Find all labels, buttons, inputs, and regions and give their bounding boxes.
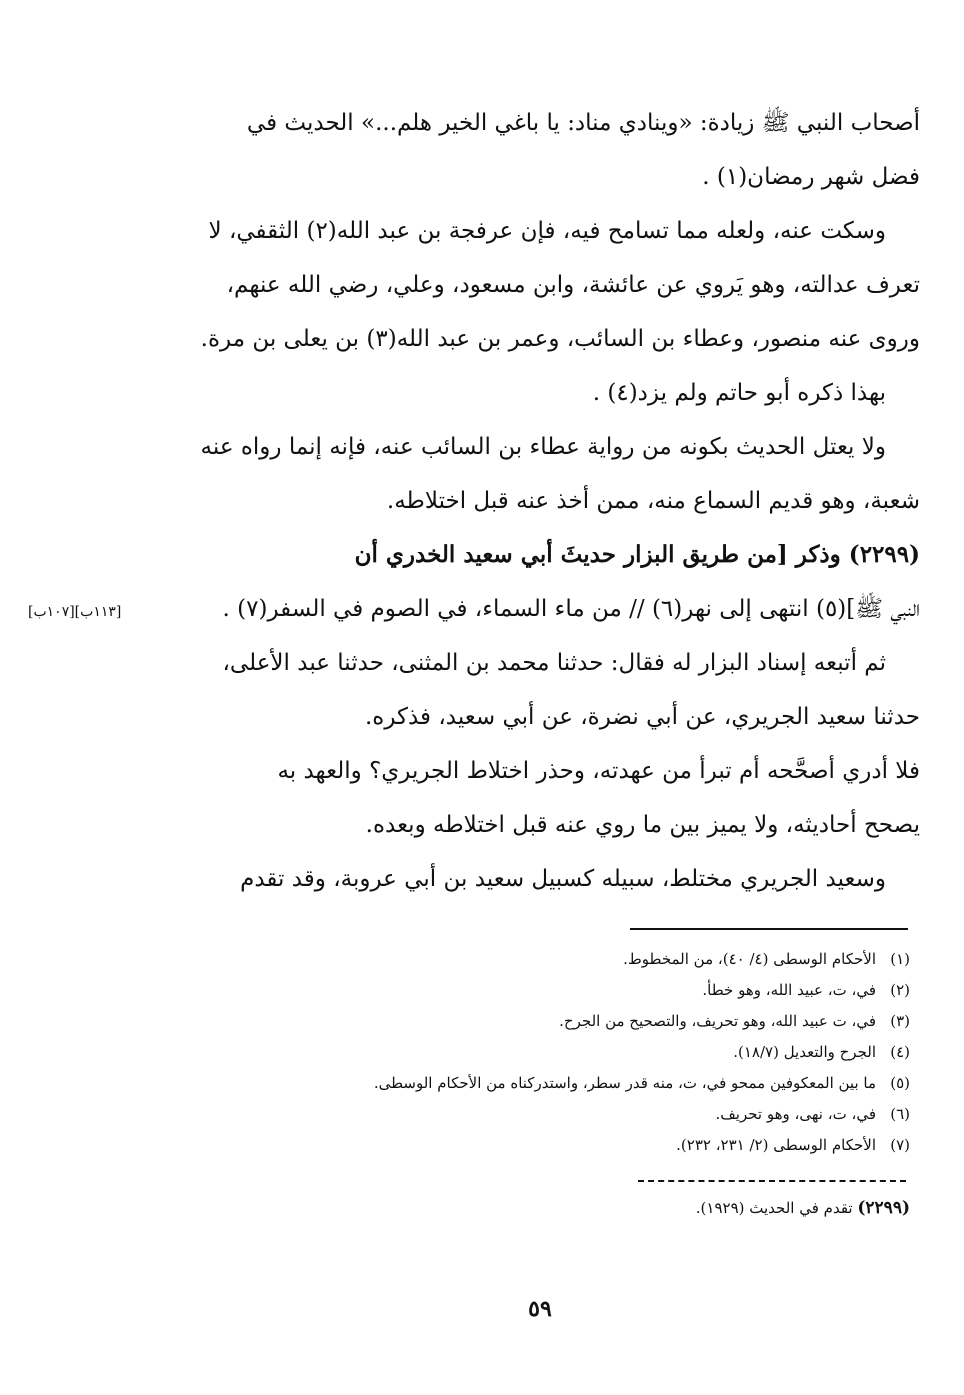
text-line: النبي ﷺ](٥) انتهى إلى نهر(٦) // من ماء السماء، في الصوم في السفر(٧) . [222, 596, 920, 622]
text-line: فضل شهر رمضان(١) . [702, 164, 920, 190]
footnote-item [320, 1099, 910, 1130]
hadith-cross-reference [560, 1198, 910, 1218]
text-line: ولا يعتل الحديث بكونه من رواية عطاء بن السائب عنه، فإنه إنما رواه عنه [200, 434, 886, 460]
footnote-number: (٢) [890, 981, 910, 999]
text-line: حدثنا سعيد الجريري، عن أبي نضرة، عن أبي سعيد، فذكره. [364, 704, 920, 730]
hadith-note-text: تقدم في الحديث (١٩٢٩). [695, 1199, 853, 1217]
footnote-separator [630, 928, 908, 930]
manuscript-folio-reference: [١١٣ب][١٠٧ب] [28, 604, 122, 620]
text-line: وسعيد الجريري مختلط، سبيله كسبيل سعيد بن أبي عروبة، وقد تقدم [240, 866, 886, 892]
footnote-text: الأحكام الوسطى (٢/ ٢٣١، ٢٣٢). [676, 1136, 876, 1154]
text-line: وروى عنه منصور، وعطاء بن السائب، وعمر بن عبد الله(٣) بن يعلى بن مرة. [200, 326, 920, 352]
footnote-item [320, 944, 910, 975]
footnote-item [320, 1006, 910, 1037]
footnote-text: الأحكام الوسطى (٤/ ٤٠)، من المخطوط. [623, 950, 876, 968]
text-line: شعبة، وهو قديم السماع منه، ممن أخذ عنه قبل اختلاطه. [386, 488, 920, 514]
footnote-number: (٦) [890, 1105, 910, 1123]
text-line: أصحاب النبي ﷺ زيادة: «وينادي مناد: يا باغي الخير هلم...» الحديث في [246, 110, 920, 136]
footnote-text: في، ت، عبيد الله، وهو خطأ. [702, 981, 876, 999]
footnote-item [320, 1037, 910, 1068]
footnote-number: (٧) [890, 1136, 910, 1154]
text-line: فلا أدري أصحَّحه أم تبرأ من عهدته، وحذر اختلاط الجريري؟ والعهد به [277, 758, 920, 784]
footnote-text: ما بين المعكوفين ممحو في، ت، منه قدر سطر، واستدركناه من الأحكام الوسطى. [373, 1074, 876, 1092]
footnote-item [320, 1130, 910, 1161]
footnote-text: في، ت، نهى، وهو تحريف. [715, 1105, 876, 1123]
hadith-heading-line: (٢٢٩٩) وذكر [من طريق البزار حديثَ أبي سعيد الخدري أن [354, 541, 920, 568]
footnote-text: الجرح والتعديل (١٨/٧). [733, 1043, 876, 1061]
footnotes [320, 944, 910, 1161]
text-line: تعرف عدالته، وهو يَروي عن عائشة، وابن مسعود، وعلي، رضي الله عنهم، [226, 272, 920, 298]
hadith-number: (٢٢٩٩) [857, 1198, 910, 1218]
footnote-number: (٥) [890, 1074, 910, 1092]
footnote-text: في، ت عبيد الله، وهو تحريف، والتصحيح من الجرح. [559, 1012, 876, 1030]
page-number: ٥٩ [528, 1296, 552, 1322]
text-line: وسكت عنه، ولعله مما تسامح فيه، فإن عرفجة بن عبد الله(٢) الثقفي، لا [208, 218, 886, 244]
footnote-item [320, 975, 910, 1006]
text-line: ثم أتبعه إسناد البزار له فقال: حدثنا محمد بن المثنى، حدثنا عبد الأعلى، [222, 650, 886, 676]
footnote-number: (١) [890, 950, 910, 968]
main-text [200, 96, 920, 906]
footnote-number: (٤) [890, 1043, 910, 1061]
text-line: بهذا ذكره أبو حاتم ولم يزد(٤) . [592, 380, 886, 406]
footnote-number: (٣) [890, 1012, 910, 1030]
hadith-note-separator [638, 1180, 906, 1182]
footnote-item [320, 1068, 910, 1099]
text-line: يصحح أحاديثه، ولا يميز بين ما روي عنه قبل اختلاطه وبعده. [365, 812, 920, 838]
